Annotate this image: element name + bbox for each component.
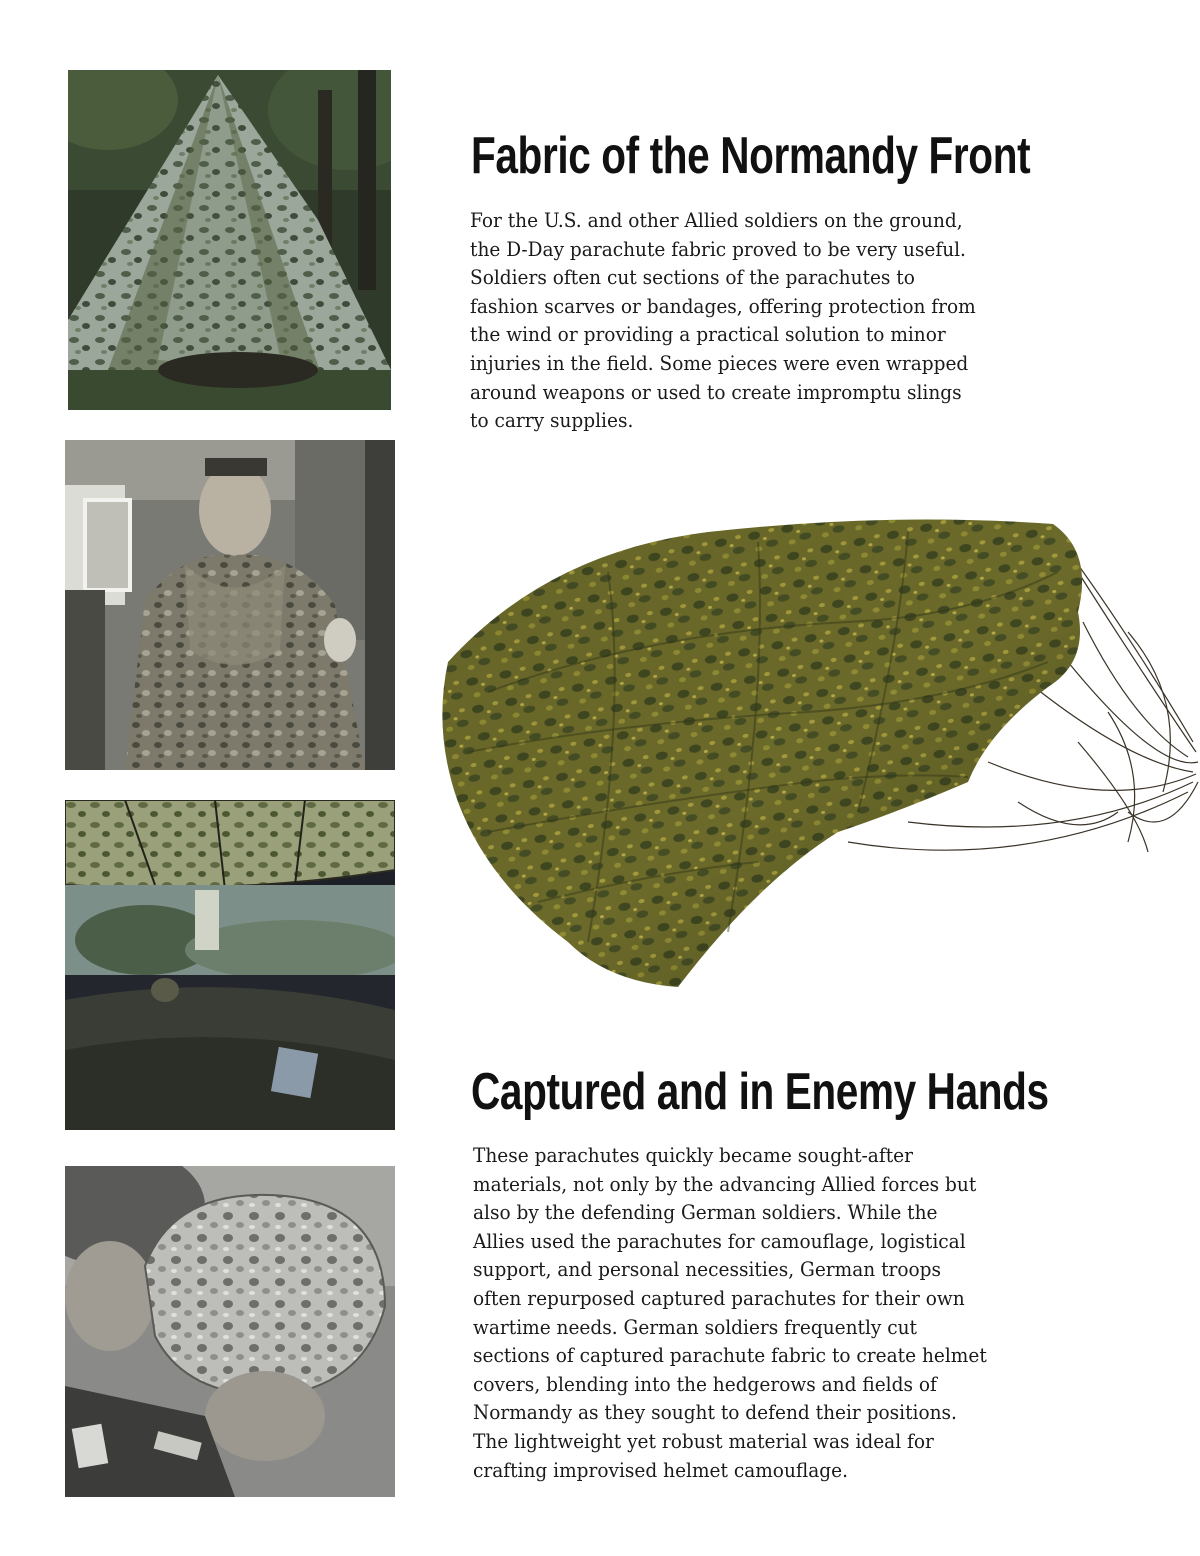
paragraph-line: Normandy as they sought to defend their positions. [473,1401,957,1425]
paragraph-line: Soldiers often cut sections of the parachutes to [470,266,915,290]
paragraph-line: wartime needs. German soldiers frequently cut [473,1315,918,1339]
paragraph-line: to carry supplies. [470,409,634,433]
paragraph-line: often repurposed captured parachutes for their own [473,1286,965,1310]
paragraph-line: also by the defending German soldiers. While the [473,1201,938,1225]
paragraph-line: Allies used the parachutes for camouflage, logistical [473,1229,966,1253]
section-heading-enemy-hands: Captured and in Enemy Hands [471,1063,1049,1121]
paragraph-line: support, and personal necessities, German troops [473,1258,942,1282]
camouflage-parachute-image [428,512,1200,992]
section-heading-normandy-front: Fabric of the Normandy Front [471,127,1031,185]
paragraph-line: fashion scarves or bandages, offering protection from [470,294,976,318]
paragraph-line: the wind or providing a practical solution to minor [470,323,946,347]
paragraph-line: the D-Day parachute fabric proved to be very useful. [470,237,966,261]
paragraph-line: These parachutes quickly became sought-after [473,1144,913,1167]
parachute-shelter-photo [65,800,395,1130]
paratrooper-scarf-photo [65,440,395,770]
section-paragraph-enemy-hands [473,1142,987,1485]
paragraph-line: injuries in the field. Some pieces were even wrapped [470,351,969,375]
german-helmet-cover-photo [65,1166,395,1497]
section-paragraph-normandy-front [470,207,976,436]
paragraph-line: crafting improvised helmet camouflage. [473,1458,849,1482]
paragraph-line: For the U.S. and other Allied soldiers on the ground, [470,209,963,232]
paragraph-line: sections of captured parachute fabric to create helmet [473,1344,987,1368]
paragraph-line: around weapons or used to create impromptu slings [470,380,962,404]
paragraph-line: materials, not only by the advancing Allied forces but [473,1172,977,1196]
paragraph-line: The lightweight yet robust material was ideal for [473,1429,934,1453]
paragraph-line: covers, blending into the hedgerows and fields of [473,1372,937,1396]
tent-camouflage-photo [68,70,391,410]
